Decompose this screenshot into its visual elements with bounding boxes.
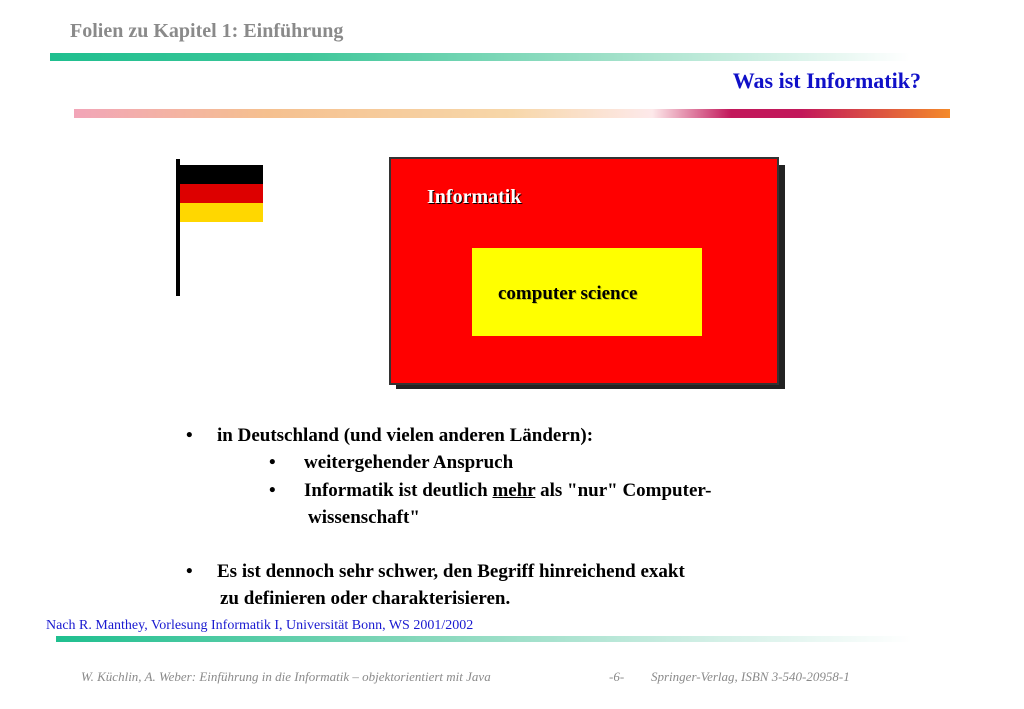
bullet-marker: • xyxy=(269,452,276,473)
bullet-1a: weitergehender Anspruch xyxy=(304,452,514,473)
title-divider xyxy=(74,109,950,118)
chapter-title: Folien zu Kapitel 1: Einführung xyxy=(70,20,344,42)
informatik-label: Informatik xyxy=(427,186,522,208)
bullet-marker: • xyxy=(269,480,276,501)
flag-stripe-red xyxy=(180,184,263,203)
bullet-1b xyxy=(304,480,711,502)
bullet-marker: • xyxy=(186,425,193,446)
slide-title: Was ist Informatik? xyxy=(732,68,921,93)
footer-publisher: Springer-Verlag, ISBN 3-540-20958-1 xyxy=(651,669,850,684)
bullet-marker: • xyxy=(186,561,193,582)
footer-authors: W. Küchlin, A. Weber: Einführung in die Informatik – objektorientiert mit Java xyxy=(81,669,491,684)
footer-page-number: -6- xyxy=(609,669,625,684)
footer-divider xyxy=(56,636,912,642)
source-credit: Nach R. Manthey, Vorlesung Informatik I, Universität Bonn, WS 2001/2002 xyxy=(46,618,474,633)
bullet-1b-continuation: wissenschaft" xyxy=(308,507,420,528)
computer-science-label: computer science xyxy=(498,283,638,304)
bullet-1b-emphasis: mehr xyxy=(492,480,536,501)
bullet-2-line2: zu definieren oder charakterisieren. xyxy=(220,588,511,609)
flag-stripe-black xyxy=(180,165,263,184)
flag-stripe-gold xyxy=(180,203,263,222)
bullet-2-line1: Es ist dennoch sehr schwer, den Begriff hinreichend exakt xyxy=(217,561,685,582)
bullet-1: in Deutschland (und vielen anderen Ländern): xyxy=(217,425,594,446)
bullet-1b-pre: Informatik ist deutlich xyxy=(304,480,493,501)
bullet-1b-post: als "nur" Computer- xyxy=(535,480,712,501)
header-divider xyxy=(50,53,910,61)
